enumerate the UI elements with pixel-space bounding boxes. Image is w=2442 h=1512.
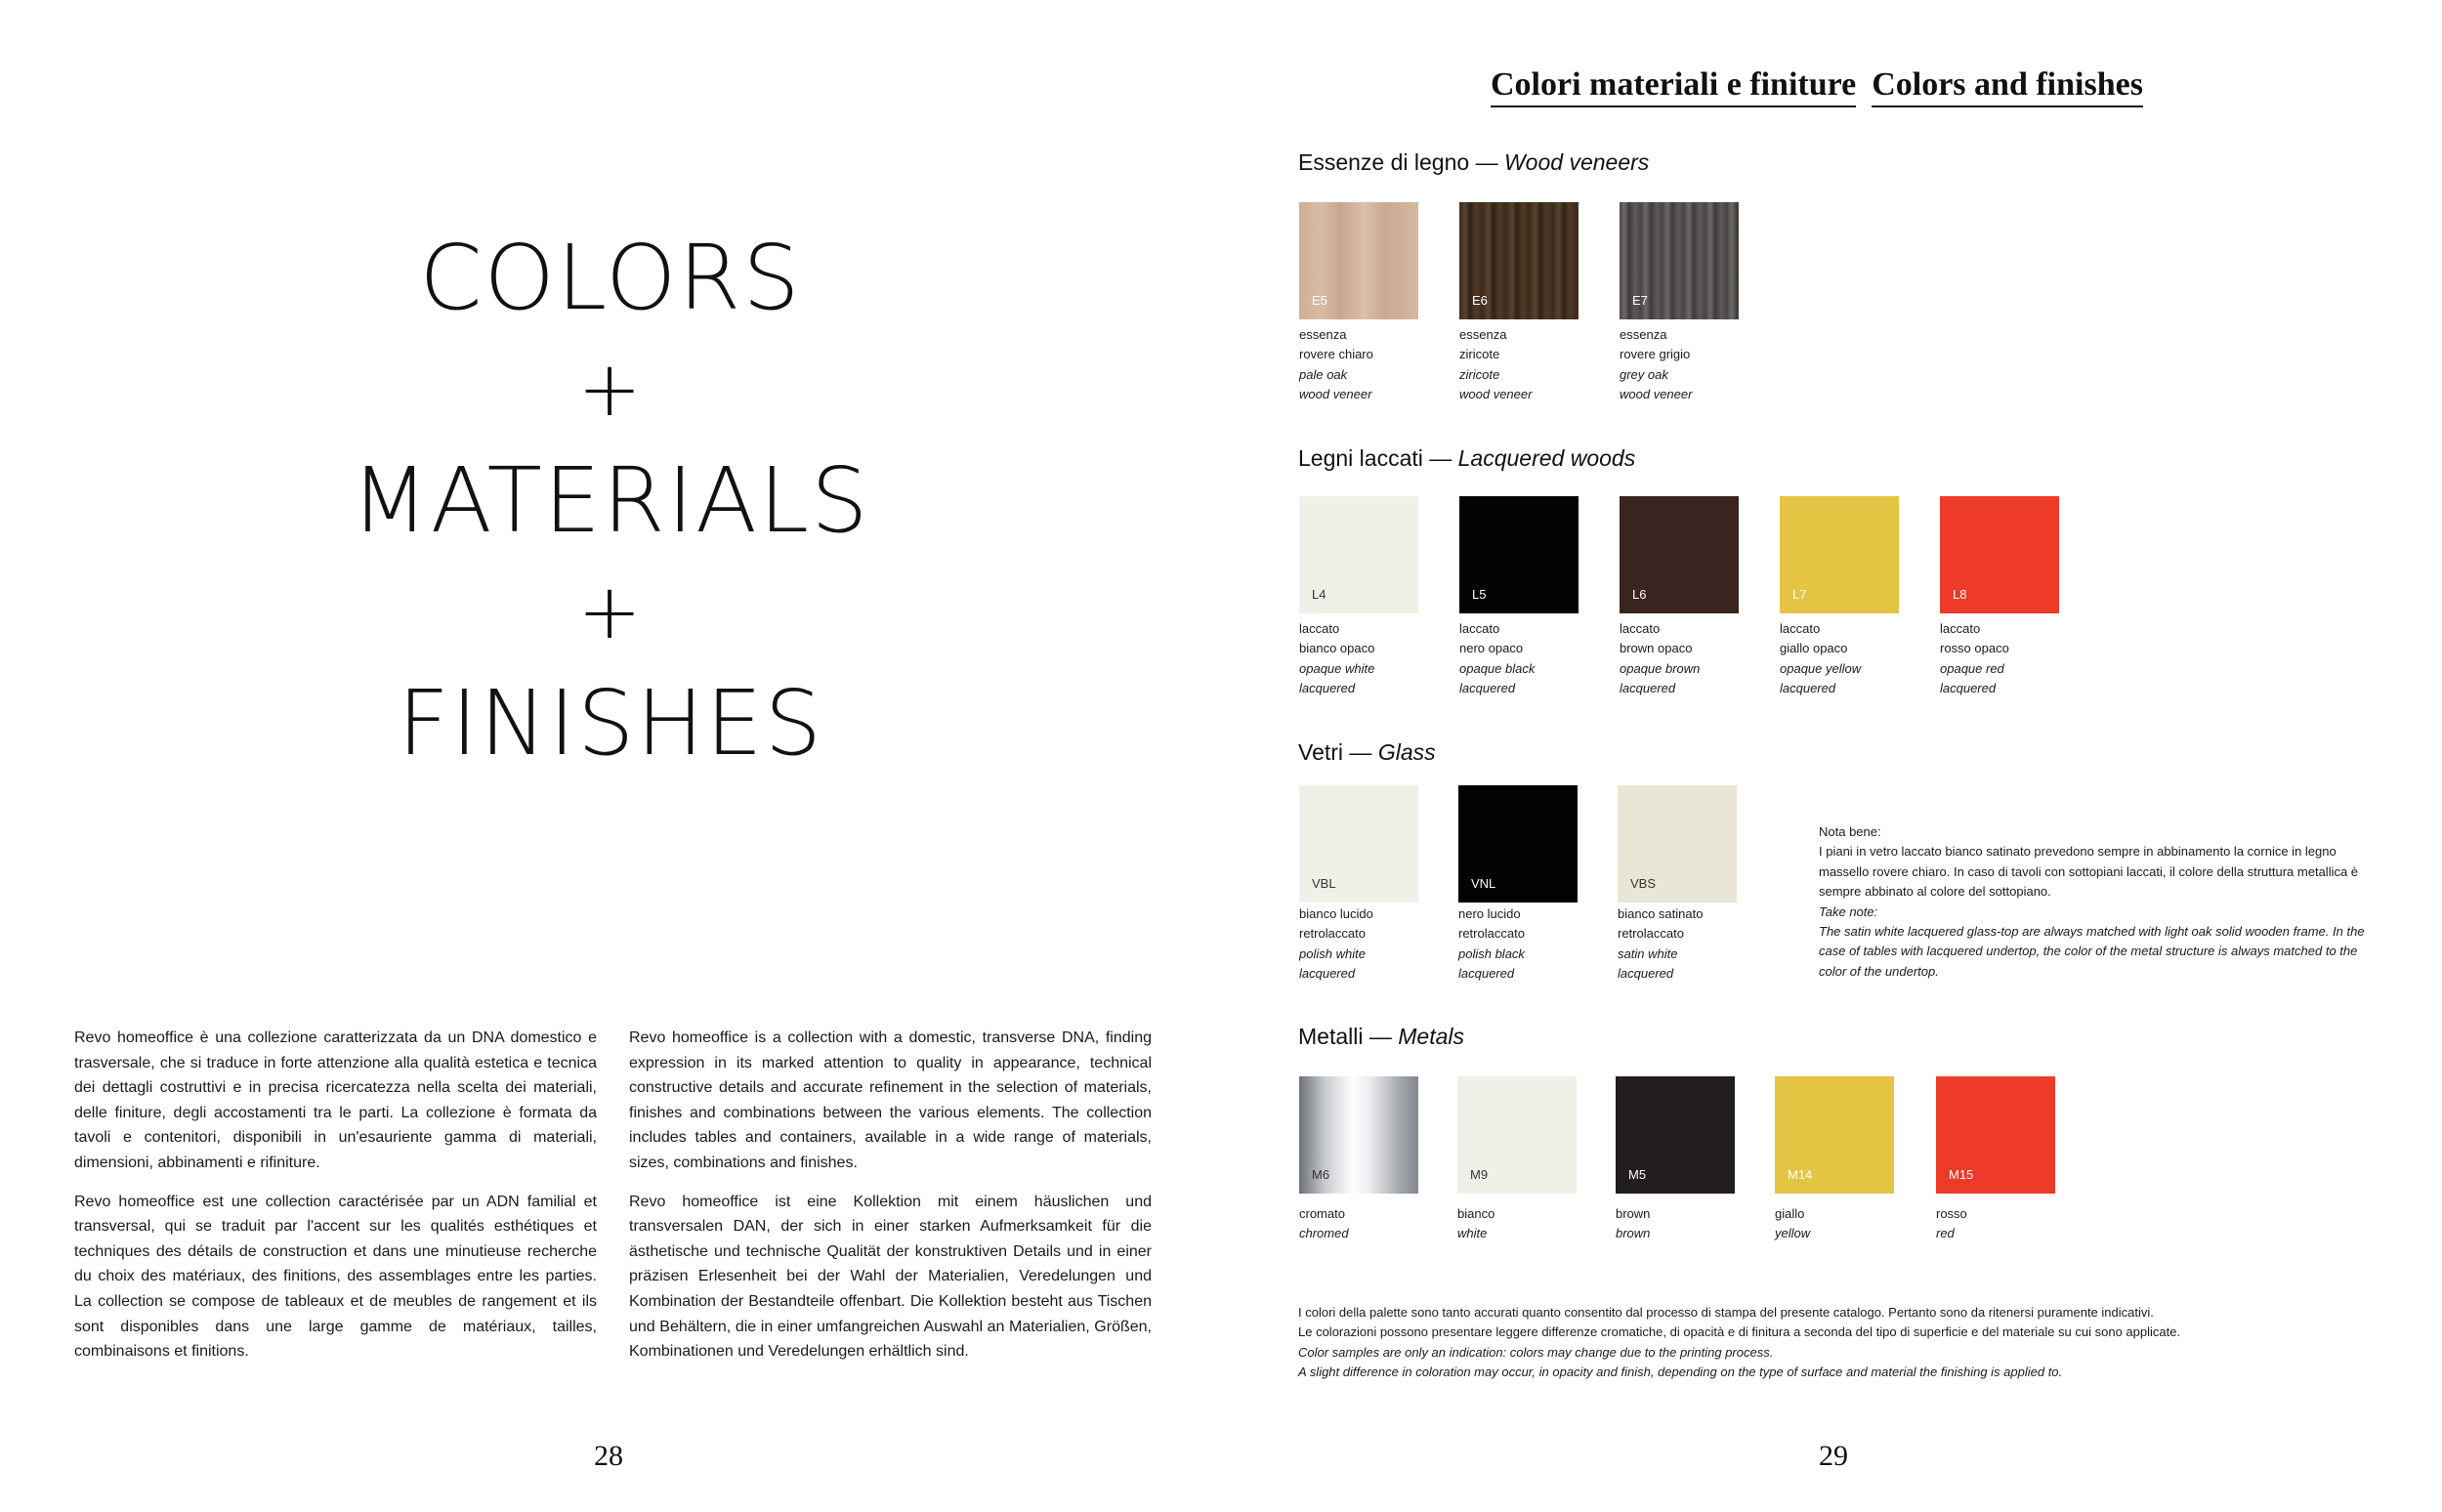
title-line-finishes: FINISHES [397, 671, 824, 776]
swatch-caption-l6 [1620, 619, 1766, 699]
caption-line: laccato [1459, 621, 1500, 636]
page-header [1491, 66, 2143, 107]
swatch-caption-vbl [1299, 904, 1446, 985]
intro-german: Revo homeoffice ist eine Kollektion mit einem häuslichen und transversalen DAN, der sich in einer starken Aufmerksamkeit für die ästhetische und technische Qualität der konstruktiven Details und in einer präzisen Erlesenheit bei der Wahl der Materialien, Veredelungen und Kombination der Bestandteile offenbart. Die Kollektion besteht aus Tischen und Behältern, die in einer umfangreichen Auswahl an Materialien, Größen, Kombinationen und Veredelungen erhältlich sind. [629, 1193, 1152, 1361]
swatch-l4 [1299, 496, 1418, 613]
page-number-left: 28 [594, 1440, 623, 1472]
caption-line: cromato [1299, 1206, 1345, 1221]
intro-italian: Revo homeoffice è una collezione caratterizzata da un DNA domestico e trasversale, che si traduce in forte attenzione alla qualità estetica e tecnica dei dettagli costruttivi e in precisa ricercatezza nella scelta dei materiali, delle finiture, degli accostamenti tra le parti. La collezione è formata da tavoli e contenitori, disponibili in un'esauriente gamma di materiali, dimensioni, abbinamenti e rifiniture. [74, 1029, 597, 1171]
swatch-l8 [1940, 496, 2059, 613]
caption-line: retrolaccato [1618, 926, 1684, 942]
section-title-glass [1298, 739, 1436, 766]
swatch-caption-l5 [1459, 619, 1606, 699]
caption-line: wood veneer [1620, 387, 1693, 402]
caption-line: wood veneer [1299, 387, 1372, 402]
page-number-right: 29 [1819, 1440, 1848, 1472]
swatch-caption-m9 [1457, 1204, 1604, 1244]
swatch-code: E7 [1632, 293, 1648, 308]
swatch-code: E6 [1472, 293, 1488, 308]
caption-line: chromed [1299, 1226, 1349, 1241]
swatch-caption-l8 [1940, 619, 2086, 699]
swatch-caption-m15 [1936, 1204, 2083, 1244]
title-line-plus-1: + [577, 346, 644, 434]
caption-line: rosso [1936, 1206, 1967, 1221]
note-label-english: Take note: [1819, 903, 1878, 919]
section-title-metals [1298, 1024, 1464, 1050]
caption-line: rovere chiaro [1299, 347, 1373, 362]
caption-line: retrolaccato [1458, 926, 1525, 942]
caption-line: retrolaccato [1299, 926, 1366, 942]
swatch-vbl [1299, 785, 1418, 903]
caption-line: laccato [1780, 621, 1821, 636]
caption-line: brown [1616, 1226, 1651, 1241]
section-title-metals-en: Metals [1398, 1024, 1464, 1049]
caption-line: opaque red [1940, 660, 2004, 676]
caption-line: nero opaco [1459, 641, 1524, 656]
caption-line: lacquered [1620, 681, 1676, 696]
swatch-caption-m6 [1299, 1204, 1446, 1244]
caption-line: brown opaco [1620, 641, 1693, 656]
caption-line: yellow [1775, 1226, 1811, 1241]
swatch-vbs [1618, 785, 1737, 903]
swatch-code: M5 [1628, 1167, 1647, 1182]
intro-french: Revo homeoffice est une collection caractérisée par un ADN familial et transversal, qui se traduit par l'accent sur les qualités esthétiques et techniques des détails de construction et dans une minutieuse recherche du choix des matériaux, des finitions, des assemblages entre les parties. La collection se compose de tableaux et de meubles de rangement et ils sont disponibles dans une large gamme de matériaux, tailles, combinaisons et finitions. [74, 1193, 597, 1361]
caption-line: giallo [1775, 1206, 1805, 1221]
caption-line: bianco satinato [1618, 906, 1704, 921]
caption-line: grey oak [1620, 366, 1668, 382]
title-line-colors: COLORS [419, 226, 802, 330]
swatch-code: M15 [1949, 1167, 1974, 1182]
caption-line: essenza [1299, 327, 1347, 342]
caption-line: lacquered [1299, 681, 1356, 696]
swatch-code: VBS [1630, 876, 1657, 891]
note-label-italian: Nota bene: [1819, 824, 1881, 839]
note-block [1819, 822, 2376, 982]
caption-line: ziricote [1459, 347, 1500, 362]
title-line-materials: MATERIALS [351, 448, 870, 553]
swatch-code: M9 [1470, 1167, 1489, 1182]
section-title-wood-it: Essenze di legno — [1298, 149, 1498, 175]
caption-line: laccato [1940, 621, 1981, 636]
disclaimer-line: Color samples are only an indication: colors may change due to the printing process. [1298, 1344, 1774, 1360]
swatch-code: M14 [1788, 1167, 1813, 1182]
swatch-caption-m14 [1775, 1204, 1921, 1244]
intro-column-2 [629, 1026, 1152, 1365]
caption-line: ziricote [1459, 366, 1500, 382]
swatch-m15 [1936, 1076, 2055, 1194]
swatch-code: VNL [1471, 876, 1496, 891]
caption-line: white [1457, 1226, 1488, 1241]
header-title-italian: Colori materiali e finiture [1491, 66, 1856, 107]
swatch-e6 [1459, 202, 1579, 319]
swatch-e7 [1620, 202, 1739, 319]
swatch-l6 [1620, 496, 1739, 613]
section-title-metals-it: Metalli — [1298, 1024, 1392, 1049]
caption-line: polish black [1458, 945, 1525, 961]
intro-english: Revo homeoffice is a collection with a domestic, transverse DNA, finding expression in its marked attention to quality in appearance, technical constructive details and accurate refinement in the selection of materials, finishes and combinations between the various elements. The collection includes tables and containers, available in a wide range of materials, sizes, combinations and finishes. [629, 1029, 1152, 1171]
swatch-m14 [1775, 1076, 1894, 1194]
section-title-wood-en: Wood veneers [1503, 149, 1650, 175]
section-title-glass-it: Vetri — [1298, 739, 1372, 765]
header-title-english: Colors and finishes [1872, 66, 2143, 107]
section-title-lacquered [1298, 445, 1635, 472]
section-title-lacquered-it: Legni laccati — [1298, 445, 1453, 471]
swatch-e5 [1299, 202, 1418, 319]
section-title-glass-en: Glass [1377, 739, 1436, 765]
caption-line: opaque white [1299, 660, 1375, 676]
caption-line: rovere grigio [1620, 347, 1691, 362]
note-text-english: The satin white lacquered glass-top are always matched with light oak solid wooden frame. In the case of tables with lacquered undertop, the color of the metal structure is always matched to the color of the undertop. [1819, 924, 2365, 979]
swatch-caption-l4 [1299, 619, 1446, 699]
caption-line: lacquered [1940, 681, 1997, 696]
caption-line: red [1936, 1226, 1955, 1241]
disclaimer-line: A slight difference in coloration may occur, in opacity and finish, depending on the type of surface and material the finishing is applied to. [1298, 1365, 2063, 1380]
swatch-code: VBL [1312, 876, 1336, 891]
caption-line: opaque brown [1620, 660, 1701, 676]
caption-line: pale oak [1299, 366, 1348, 382]
big-title [0, 223, 1221, 779]
caption-line: lacquered [1458, 966, 1515, 982]
caption-line: laccato [1620, 621, 1661, 636]
caption-line: lacquered [1459, 681, 1516, 696]
disclaimer-line: I colori della palette sono tanto accurati quanto consentito dal processo di stampa del presente catalogo. Pertanto sono da ritenersi puramente indicativi. [1298, 1305, 2154, 1320]
swatch-caption-e5 [1299, 325, 1446, 405]
color-disclaimer [1298, 1303, 2382, 1383]
caption-line: bianco lucido [1299, 906, 1373, 921]
section-title-lacquered-en: Lacquered woods [1457, 445, 1636, 471]
caption-line: brown [1616, 1206, 1651, 1221]
caption-line: opaque yellow [1780, 660, 1862, 676]
caption-line: essenza [1620, 327, 1667, 342]
swatch-l5 [1459, 496, 1579, 613]
disclaimer-line: Le colorazioni possono presentare leggere differenze cromatiche, di opacità e di finitura a seconda del tipo di superficie e del materiale su cui sono applicate. [1298, 1324, 2181, 1340]
caption-line: bianco opaco [1299, 641, 1375, 656]
caption-line: satin white [1618, 945, 1678, 961]
swatch-caption-vbs [1618, 904, 1764, 985]
caption-line: rosso opaco [1940, 641, 2009, 656]
swatch-m5 [1616, 1076, 1735, 1194]
caption-line: nero lucido [1458, 906, 1521, 921]
caption-line: lacquered [1618, 966, 1674, 982]
swatch-caption-e6 [1459, 325, 1606, 405]
caption-line: wood veneer [1459, 387, 1533, 402]
swatch-code: L5 [1472, 587, 1487, 602]
intro-column-1 [74, 1026, 597, 1365]
caption-line: giallo opaco [1780, 641, 1848, 656]
swatch-m9 [1457, 1076, 1577, 1194]
swatch-l7 [1780, 496, 1899, 613]
swatch-caption-m5 [1616, 1204, 1762, 1244]
note-text-italian: I piani in vetro laccato bianco satinato prevedono sempre in abbinamento la cornice in legno massello rovere chiaro. In caso di tavoli con sottopiani laccati, il colore della struttura metallica è sempre abbinato al colore del sottopiano. [1819, 844, 2359, 900]
swatch-code: L4 [1312, 587, 1326, 602]
swatch-vnl [1458, 785, 1578, 903]
swatch-code: L8 [1953, 587, 1967, 602]
caption-line: essenza [1459, 327, 1507, 342]
caption-line: lacquered [1780, 681, 1836, 696]
swatch-caption-l7 [1780, 619, 1926, 699]
swatch-code: L6 [1632, 587, 1647, 602]
swatch-code: M6 [1312, 1167, 1330, 1182]
title-line-plus-2: + [577, 568, 644, 656]
caption-line: opaque black [1459, 660, 1536, 676]
swatch-code: E5 [1312, 293, 1327, 308]
swatch-m6 [1299, 1076, 1418, 1194]
caption-line: bianco [1457, 1206, 1495, 1221]
section-title-wood [1298, 149, 1649, 176]
swatch-code: L7 [1792, 587, 1807, 602]
caption-line: polish white [1299, 945, 1366, 961]
caption-line: lacquered [1299, 966, 1356, 982]
swatch-caption-e7 [1620, 325, 1766, 405]
caption-line: laccato [1299, 621, 1340, 636]
swatch-caption-vnl [1458, 904, 1605, 985]
